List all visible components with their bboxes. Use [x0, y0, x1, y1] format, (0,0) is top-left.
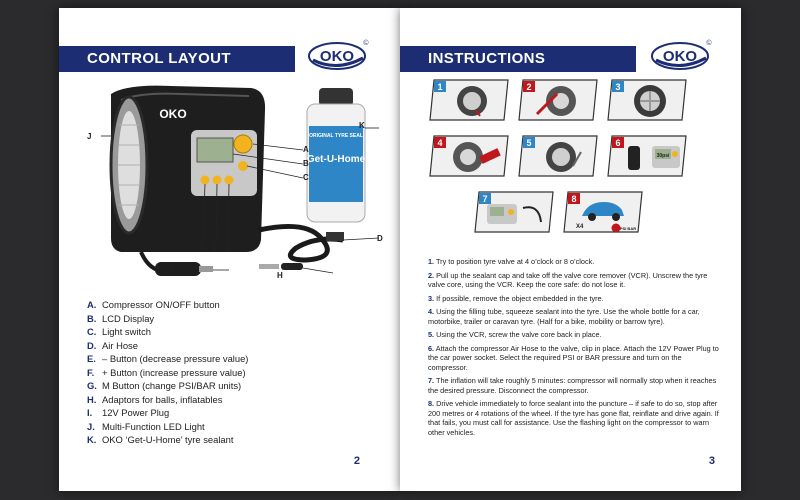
- step-item: 6. Attach the compressor Air Hose to the valve, clip in place. Attach the 12V Power Plug to the car power socket. Select the required PSI or BAR pressure and turn on the compressor.: [428, 343, 719, 372]
- panel8-x4: X4: [576, 224, 584, 230]
- panel-number: 6: [615, 138, 621, 148]
- instruction-panel-8: [562, 188, 644, 234]
- step-item: 7. The inflation will take roughly 5 minutes: compressor will normally stop when it reaches the desired pressure. Disconnect the compressor.: [428, 376, 717, 395]
- callout-f: F: [213, 244, 218, 253]
- legend-item: E. – Button (decrease pressure value): [87, 353, 249, 364]
- step-item: 2. Pull up the sealant cap and take off the valve core remover (VCR). Unscrew the tyre valve core, using the VCR. Keep the core safe: do not lose it.: [428, 270, 708, 289]
- compressor-diagram: [81, 80, 381, 292]
- instruction-panel-3: [606, 76, 688, 122]
- logo-copyright-mark: ©: [706, 40, 712, 47]
- instruction-steps: [428, 257, 723, 441]
- legend-item: J. Multi-Function LED Light: [87, 420, 205, 432]
- bottle-label-line2: Get-U-Home: [306, 154, 366, 165]
- panel-number: 4: [437, 138, 443, 148]
- page-heading: CONTROL LAYOUT: [59, 46, 295, 72]
- legend-item: K. OKO ‘Get-U-Home’ tyre sealant: [87, 434, 234, 445]
- callout-e: E: [225, 244, 231, 253]
- panel-number: 7: [482, 194, 488, 204]
- panel8-sign: PSI BAR: [619, 226, 637, 231]
- panel-number: 5: [526, 138, 532, 148]
- callout-d: D: [377, 234, 383, 243]
- instruction-panel-6: [606, 132, 688, 178]
- step-item: 3. If possible, remove the object embedded in the tyre.: [428, 293, 604, 303]
- legend-item: B. LCD Display: [87, 312, 155, 324]
- instruction-panel-2: [517, 76, 599, 122]
- legend-item: I. 12V Power Plug: [87, 407, 170, 418]
- page-number: 2: [353, 455, 360, 467]
- callout-a: A: [303, 145, 309, 154]
- panel-number: 2: [526, 82, 532, 92]
- instruction-panel-5: [517, 132, 599, 178]
- oko-logo: [307, 36, 371, 72]
- step-item: 5. Using the VCR, screw the valve core back in place.: [428, 330, 602, 339]
- legend-item: D. Air Hose: [87, 339, 138, 351]
- step-item: 4. Using the filling tube, squeeze sealant into the tyre. Use the whole bottle for a car, motorbike, trailer or caravan tyre. (Half for a bike, mobility or barrow tyre).: [428, 307, 700, 326]
- left-page: [59, 8, 400, 491]
- instruction-panel-7: [473, 188, 555, 234]
- legend-item: H. Adaptors for balls, inflatables: [87, 393, 223, 405]
- oko-logo: [650, 36, 714, 72]
- page-heading: INSTRUCTIONS: [400, 46, 636, 72]
- legend-item: F. + Button (increase pressure value): [87, 366, 246, 378]
- logo-text: OKO: [319, 48, 355, 65]
- step-item: 8. Drive vehicle immediately to force sealant into the puncture – if safe to do so, stop after 200 metres or 4 rotations of the wheel. If the tyre has gone flat, reinflate and drive again. If that fails, you must call for assistance. Use the flashing light on the compressor to warn other vehicles.: [428, 399, 719, 437]
- callout-h: H: [277, 271, 283, 280]
- panel-number: 3: [615, 82, 621, 92]
- instruction-panel-4: [428, 132, 510, 178]
- callout-b: B: [303, 159, 309, 168]
- logo-copyright-mark: ©: [363, 40, 369, 47]
- callout-g: G: [200, 244, 207, 253]
- callout-k: K: [359, 121, 365, 130]
- page-number: 3: [708, 455, 715, 467]
- control-legend: [87, 298, 248, 447]
- instruction-panel-1: [428, 76, 510, 122]
- legend-item: C. Light switch: [87, 326, 151, 337]
- legend-item: A. Compressor ON/OFF button: [87, 299, 220, 310]
- step-item: 1. Try to position tyre valve at 4 o’clock or 8 o’clock.: [428, 257, 595, 266]
- device-brand-label: OKO: [159, 107, 187, 121]
- legend-item: G. M Button (change PSI/BAR units): [87, 380, 242, 391]
- callout-j: J: [87, 132, 92, 141]
- right-page: [400, 8, 741, 491]
- callout-c: C: [303, 173, 309, 182]
- panel-number: 1: [437, 82, 443, 92]
- panel-number: 8: [571, 194, 577, 204]
- bottle-label-line1: ORIGINAL TYRE SEAL: [309, 133, 363, 139]
- panel6-display: 30psi: [656, 153, 670, 159]
- logo-text: OKO: [662, 48, 698, 65]
- callout-i: I: [171, 265, 174, 274]
